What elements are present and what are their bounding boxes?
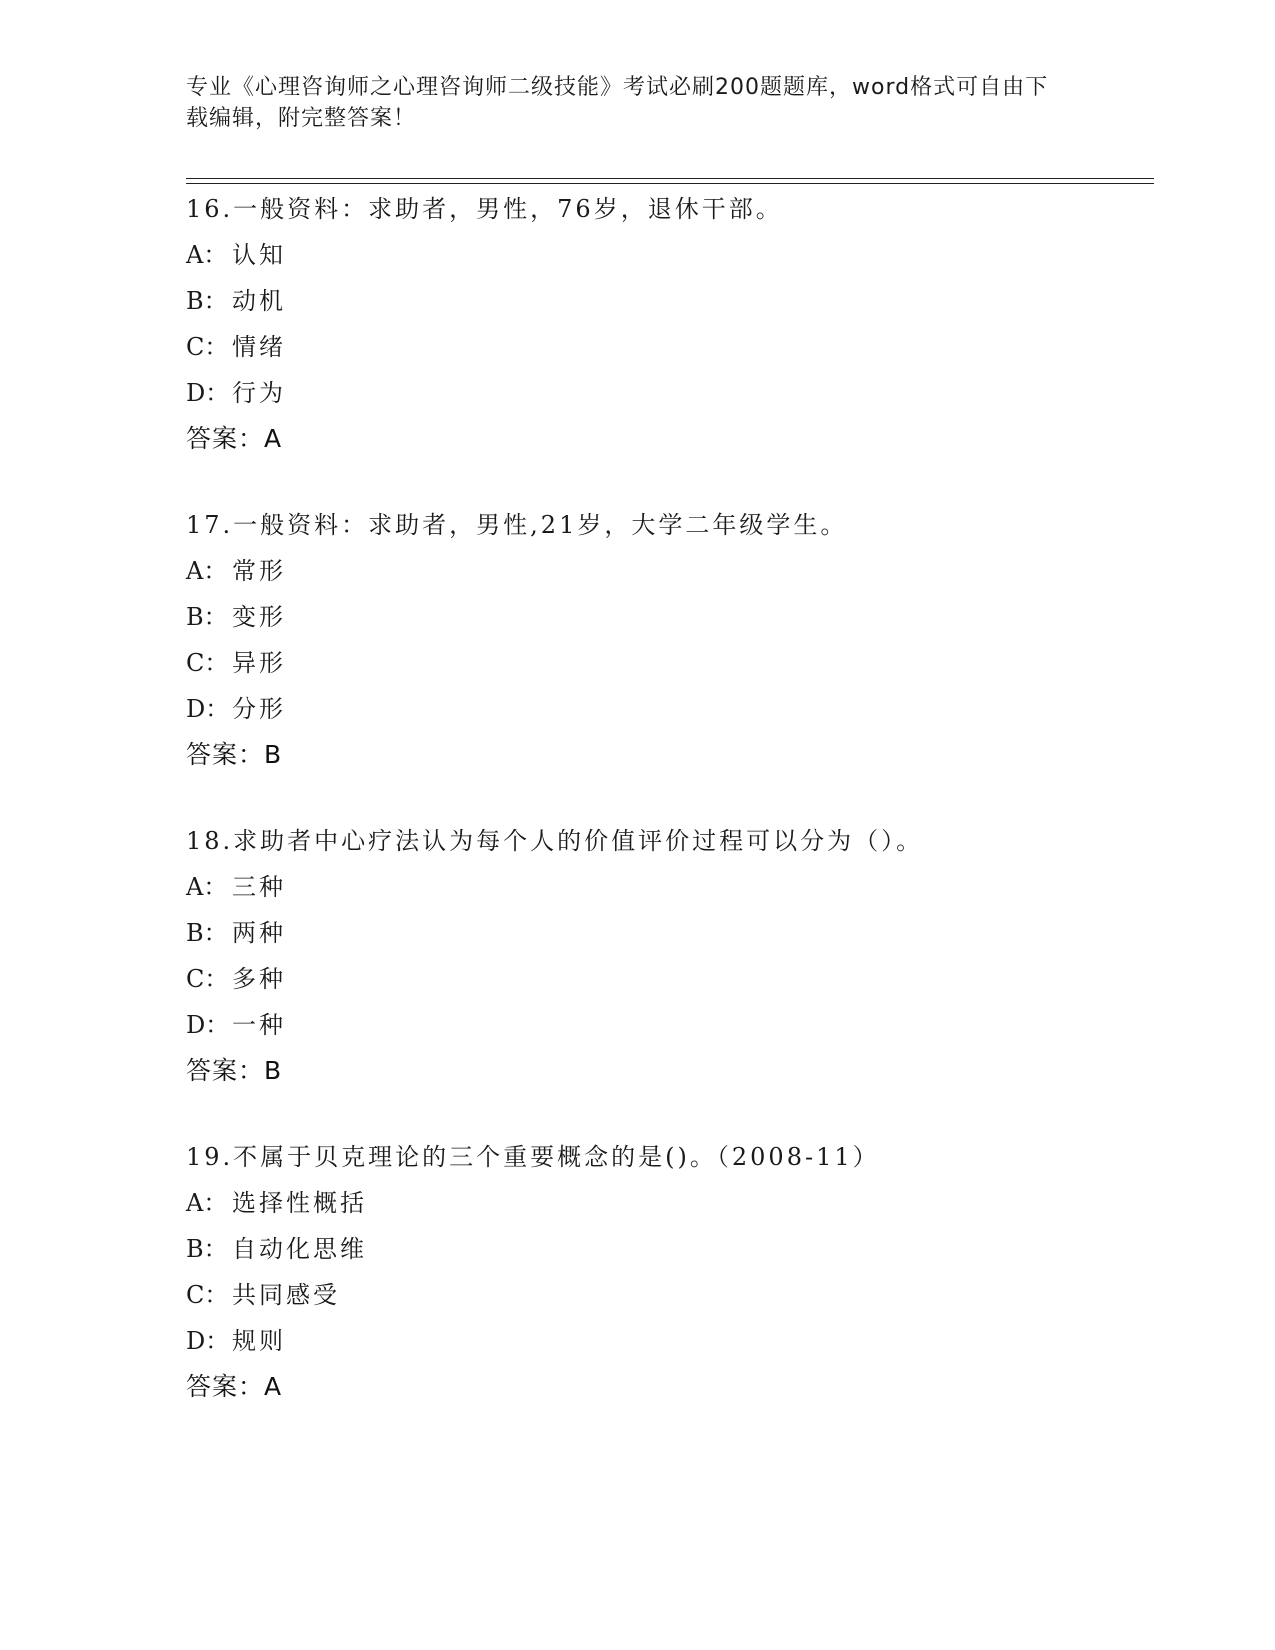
option-c (186, 324, 1146, 370)
option-d (186, 1002, 1146, 1048)
option-text: 三种 (232, 873, 286, 901)
option-a (186, 1180, 1146, 1226)
option-a (186, 548, 1146, 594)
option-key: C： (186, 649, 229, 677)
question-19 (186, 1134, 1146, 1410)
option-text: 行为 (232, 379, 286, 407)
question-stem: 19.不属于贝克理论的三个重要概念的是()。（2008-11） (186, 1143, 880, 1171)
header-divider-bottom (186, 183, 1154, 184)
option-key: A： (186, 1189, 228, 1217)
question-16 (186, 186, 1146, 462)
option-key: D： (186, 695, 230, 723)
option-text: 自动化思维 (232, 1235, 367, 1263)
option-text: 共同感受 (232, 1281, 340, 1309)
option-text: 一种 (232, 1011, 286, 1039)
option-key: A： (186, 557, 228, 585)
option-a (186, 864, 1146, 910)
document-header: 专业《心理咨询师之心理咨询师二级技能》考试必刷200题题库，word格式可自由下载编辑，附完整答案！ (186, 75, 1049, 131)
answer-line: 答案：A (186, 1372, 283, 1401)
option-key: B： (186, 287, 228, 315)
option-text: 两种 (232, 919, 286, 947)
option-b (186, 1226, 1146, 1272)
option-d (186, 686, 1146, 732)
option-d (186, 1318, 1146, 1364)
option-b (186, 594, 1146, 640)
option-d (186, 370, 1146, 416)
question-stem: 17.一般资料：求助者，男性,21岁，大学二年级学生。 (186, 511, 848, 539)
option-key: A： (186, 873, 228, 901)
option-text: 动机 (232, 287, 286, 315)
option-text: 多种 (232, 965, 286, 993)
option-text: 认知 (232, 241, 286, 269)
option-c (186, 1272, 1146, 1318)
option-c (186, 640, 1146, 686)
question-17 (186, 502, 1146, 778)
option-b (186, 278, 1146, 324)
option-key: B： (186, 1235, 228, 1263)
option-key: C： (186, 965, 229, 993)
option-key: C： (186, 1281, 229, 1309)
option-text: 情绪 (232, 333, 286, 361)
option-text: 常形 (232, 557, 286, 585)
option-key: A： (186, 241, 228, 269)
option-c (186, 956, 1146, 1002)
option-key: D： (186, 1011, 230, 1039)
option-text: 变形 (232, 603, 286, 631)
option-key: B： (186, 919, 228, 947)
question-stem: 16.一般资料：求助者，男性，76岁，退休干部。 (186, 195, 783, 223)
option-b (186, 910, 1146, 956)
answer-line: 答案：B (186, 1056, 283, 1085)
option-text: 分形 (232, 695, 286, 723)
option-key: D： (186, 1327, 230, 1355)
option-key: B： (186, 603, 228, 631)
option-a (186, 232, 1146, 278)
option-text: 异形 (232, 649, 286, 677)
option-text: 选择性概括 (232, 1189, 367, 1217)
answer-line: 答案：A (186, 424, 283, 453)
question-stem: 18.求助者中心疗法认为每个人的价值评价过程可以分为（）。 (186, 827, 924, 855)
option-text: 规则 (232, 1327, 286, 1355)
question-18 (186, 818, 1146, 1094)
header-divider-top (186, 178, 1154, 179)
option-key: C： (186, 333, 229, 361)
answer-line: 答案：B (186, 740, 283, 769)
option-key: D： (186, 379, 230, 407)
